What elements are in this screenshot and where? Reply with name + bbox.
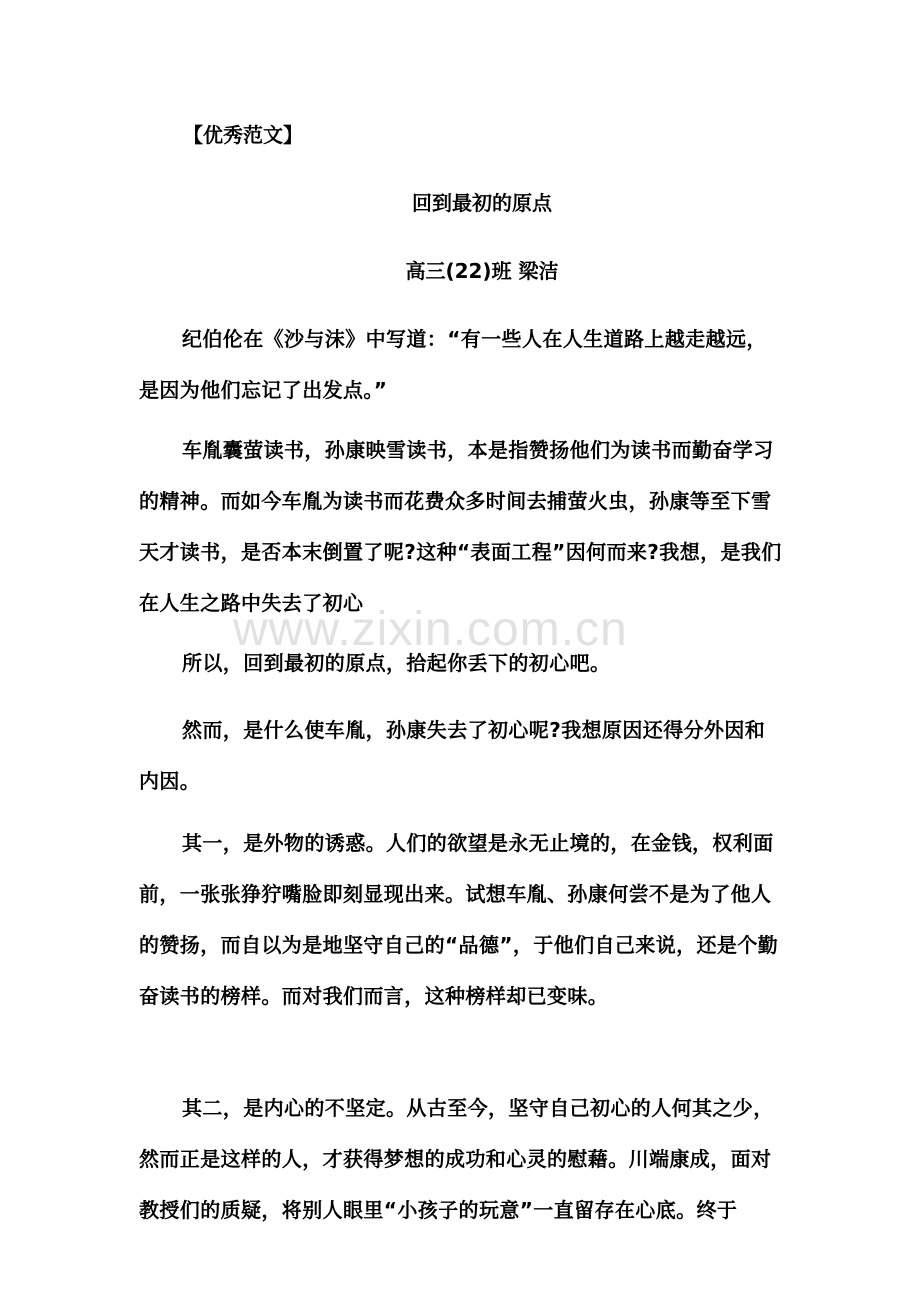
- paragraph-1: 纪伯伦在《沙与沫》中写道：“有一些人在人生道路上越走越远，是因为他们忘记了出发点。”: [139, 327, 767, 402]
- watermark-text: www.zixin.com.cn: [233, 603, 628, 656]
- paragraph-6: 其二，是内心的不坚定。从古至今，坚守自己初心的人何其之少，然而正是这样的人，才获得梦想的成功和心灵的慰藉。川端康成，面对教授们的质疑，将别人眼里“小孩子的玩意”一直留存在心底。终于: [139, 1096, 774, 1222]
- essay-title: 回到最初的原点: [412, 191, 552, 215]
- author-byline: 高三(22)班 梁洁: [405, 259, 559, 283]
- paragraph-4: 然而，是什么使车胤，孙康失去了初心呢?我想原因还得分外因和内因。: [139, 718, 766, 793]
- paragraph-2: 车胤囊萤读书，孙康映雪读书，本是指赞扬他们为读书而勤奋学习的精神。而如今车胤为读书而花费众多时间去捕萤火虫，孙康等至下雪天才读书，是否本末倒置了呢?这种“表面工程”因何而来?我想，是我们在人生之路中失去了初心: [139, 438, 782, 615]
- paragraph-3: 所以，回到最初的原点，拾起你丢下的初心吧。: [182, 651, 611, 675]
- paragraph-5: 其一，是外物的诱惑。人们的欲望是永无止境的，在金钱，权利面前，一张张狰狞嘴脸即刻显现出来。试想车胤、孙康何尝不是为了他人的赞扬，而自以为是地坚守自己的“品德”，于他们自己来说，还是个勤奋读书的榜样。而对我们而言，这种榜样却已变味。: [139, 831, 779, 1008]
- section-heading: 【优秀范文】: [183, 123, 303, 147]
